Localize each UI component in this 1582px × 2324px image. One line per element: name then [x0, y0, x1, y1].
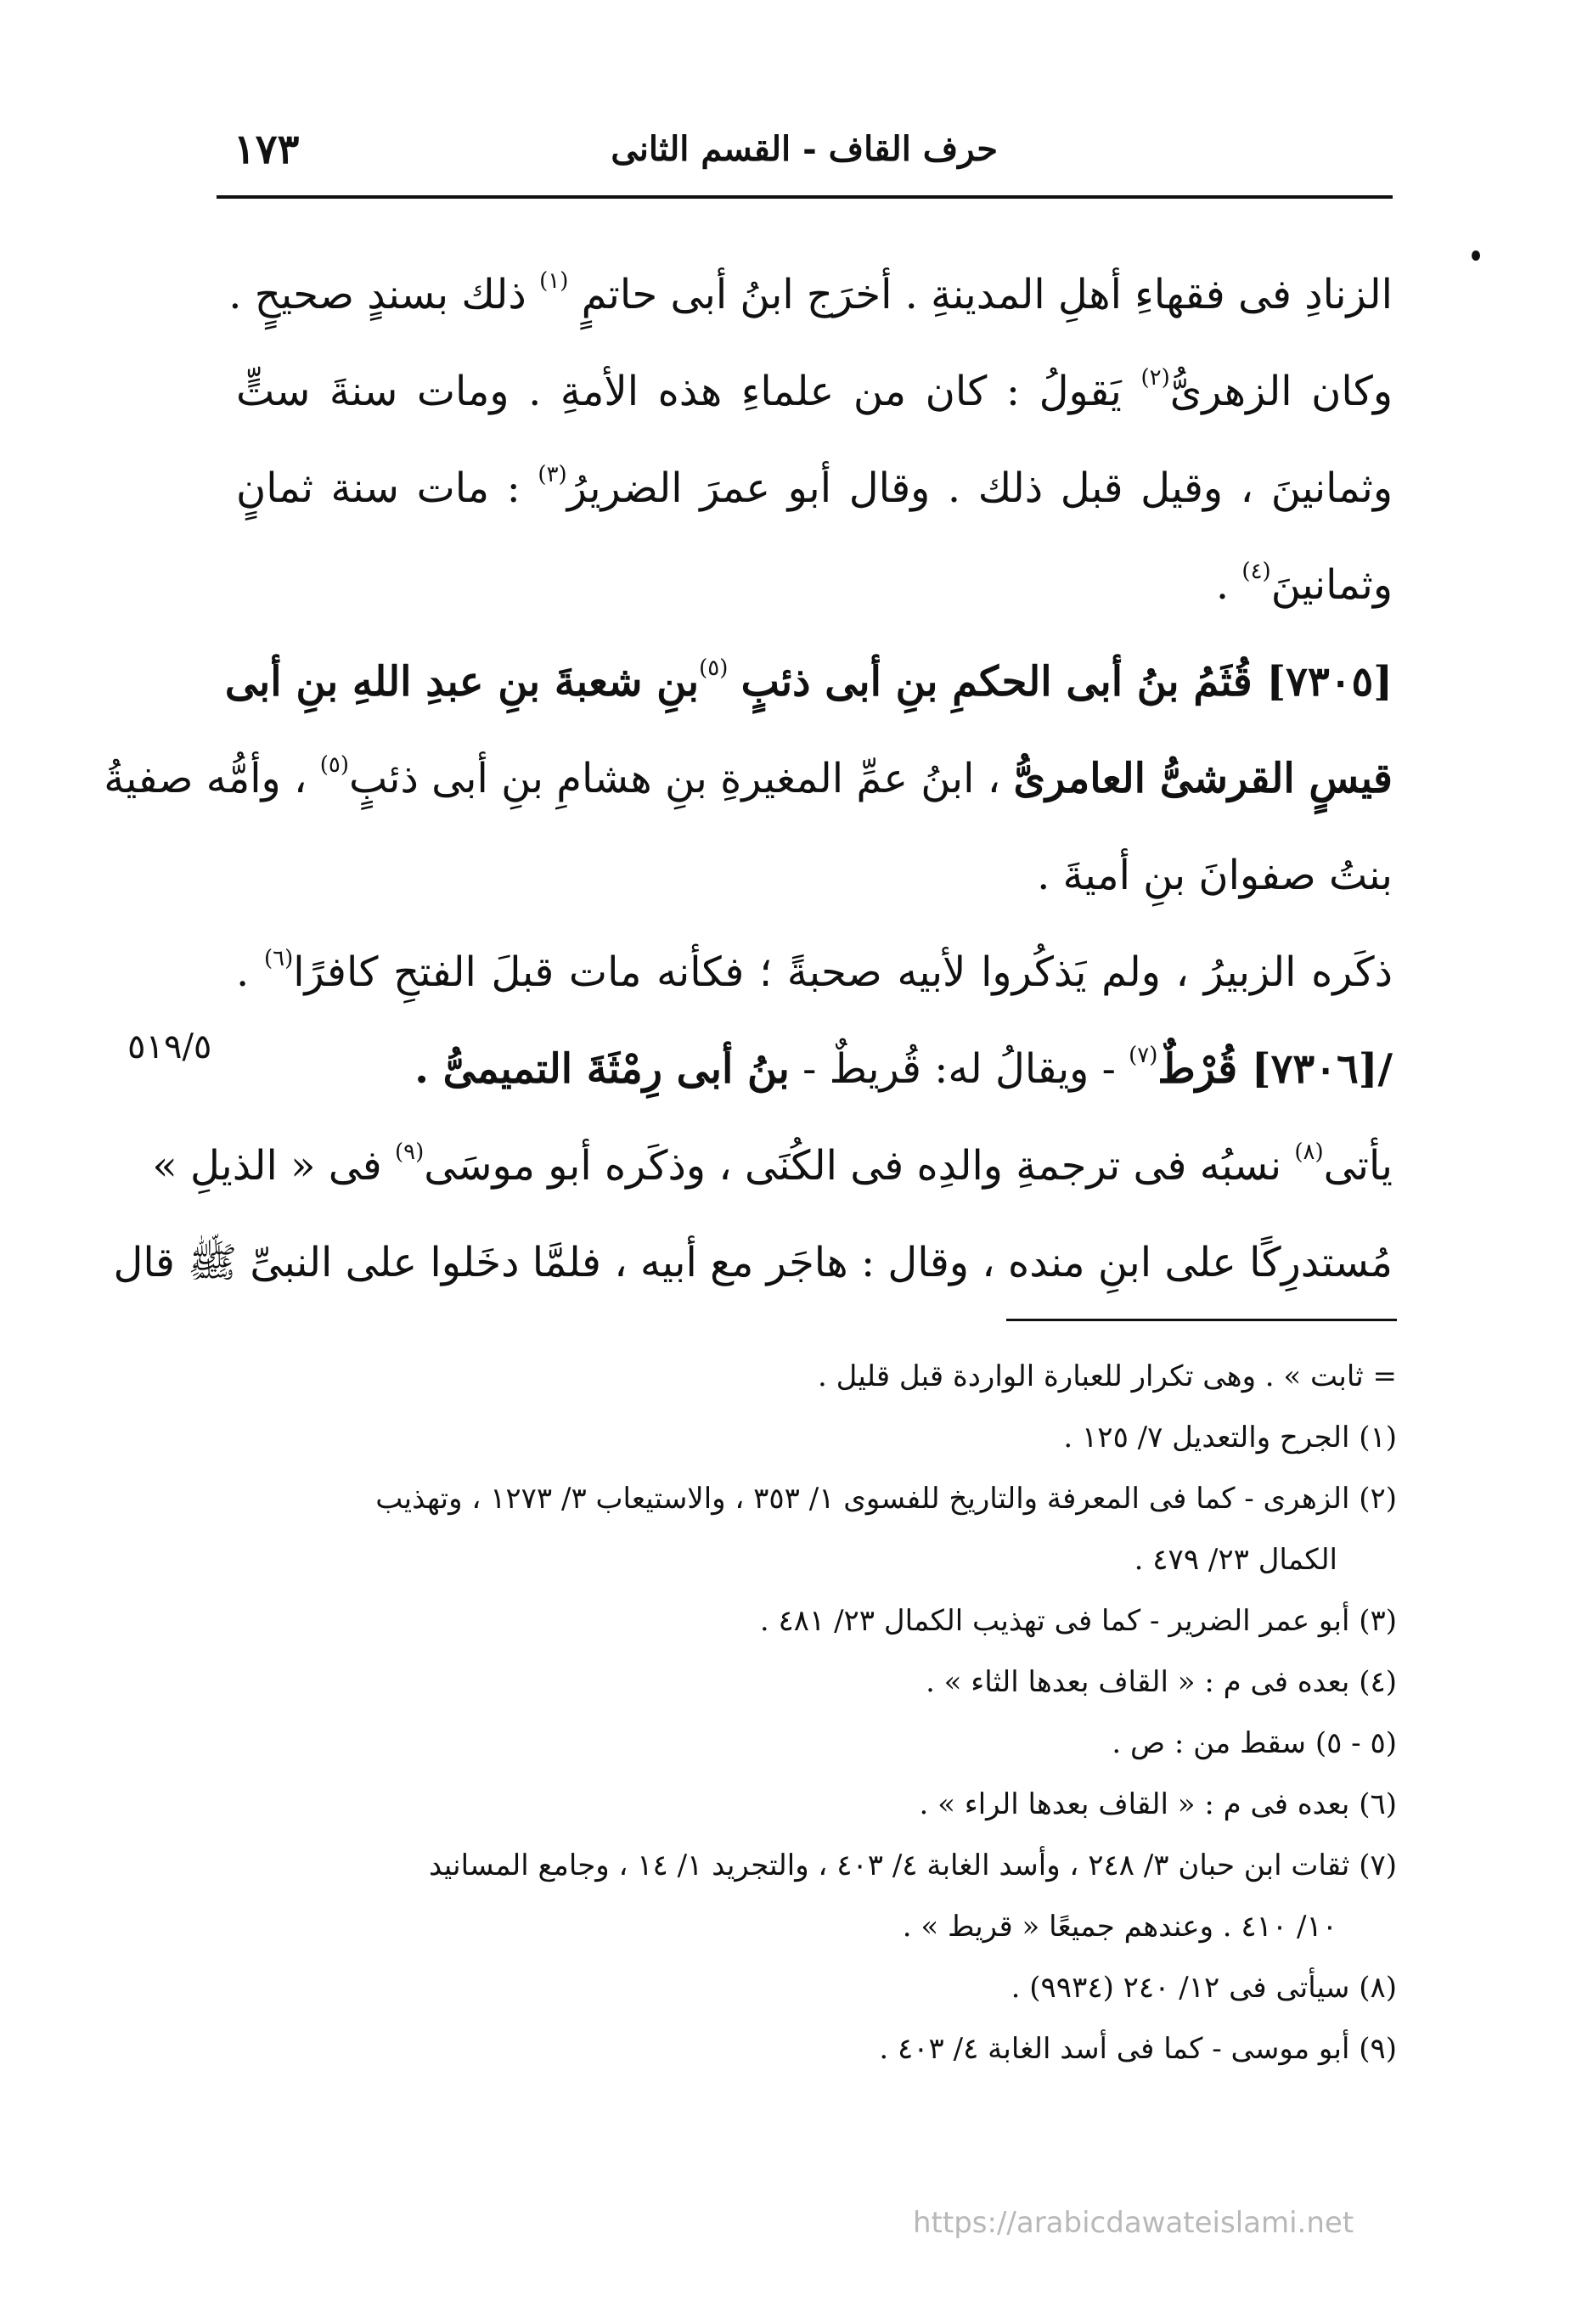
entry-7306-line: /[٧٣٠٦] قُرْطٌ$^{(٧)}$ - ويقالُ له: قُريطٌ - بنُ أبى رِمْثَةَ التميمىُّ .: [414, 1043, 1393, 1093]
entry-7305-line: [224, 633, 1393, 730]
footnote-ref: (٧): [1129, 1043, 1158, 1068]
footnote-2-continued: الكمال ٢٣/ ٤٧٩ .: [1134, 1543, 1337, 1577]
footnote-separator: [1006, 1319, 1397, 1321]
footnote-ref: (٣): [538, 462, 567, 487]
footnote-9: (٩) أبو موسى - كما فى أسد الغابة ٤/ ٤٠٣ .: [879, 2032, 1397, 2066]
entry-heading: [٧٣٠٥] قُثَمُ بنُ أبى الحكمِ بنِ أبى ذئبٍ: [740, 658, 1393, 706]
entry-7305-line: ذكَره الزبيرُ ، ولم يَذكُروا لأبيه صحبةً ؛ فكأنه مات قبلَ الفتحِ كافرًا$^{(٦)}$ .: [236, 946, 1393, 996]
footnote-7: (٧) ثقات ابن حبان ٣/ ٢٤٨ ، وأسد الغابة ٤/ ٤٠٣ ، والتجريد ١/ ١٤ ، وجامع المسانيد: [429, 1849, 1397, 1882]
footnote-1: (١) الجرح والتعديل ٧/ ١٢٥ .: [1063, 1421, 1397, 1455]
entry-heading: قيسٍ القرشىُّ العامرىُّ: [1013, 755, 1393, 802]
entry-7305-line: بنتُ صفوانَ بنِ أميةَ .: [1037, 852, 1393, 899]
footnote-5: (٥ - ٥) سقط من : ص .: [1112, 1726, 1397, 1760]
margin-reference: ٥١٩/٥: [127, 1027, 212, 1066]
footnote-3: (٣) أبو عمر الضرير - كما فى تهذيب الكمال ٢٣/ ٤٨١ .: [759, 1604, 1397, 1638]
footnote-7-continued: ١٠/ ٤١٠ . وعندهم جميعًا « قريط » .: [902, 1910, 1337, 1944]
entry-heading: بنِ شعبةَ بنِ عبدِ اللهِ بنِ أبى: [224, 658, 700, 706]
entry-7306-line: يأتى$^{(٨)}$ نسبُه فى ترجمةِ والدِه فى الكُنَى ، وذكَره أبو موسَى$^{(٩)}$ فى « الذيلِ »: [152, 1139, 1393, 1190]
entry-7305-line: قيسٍ القرشىُّ العامرىُّ ، ابنُ عمِّ المغيرةِ بنِ هشامِ بنِ أبى ذئبٍ$^{(٥)}$ ، وأمُّه صفيةُ: [104, 752, 1393, 802]
footnote-2: (٢) الزهرى - كما فى المعرفة والتاريخ للفسوى ١/ ٣٥٣ ، والاستيعاب ٣/ ١٢٧٣ ، وتهذيب: [375, 1482, 1397, 1516]
footnote-6: (٦) بعده فى م : « القاف بعدها الراء » .: [919, 1787, 1397, 1821]
footnote-ref: (١): [539, 268, 569, 294]
footnote-ref: (٩): [394, 1139, 425, 1165]
footnote-8: (٨) سيأتى فى ١٢/ ٢٤٠ (٩٩٣٤) .: [1011, 1971, 1397, 2005]
footnote-continuation: = ثابت » . وهى تكرار للعبارة الواردة قبل قليل .: [817, 1359, 1397, 1393]
footnote-ref: (٨): [1294, 1139, 1324, 1165]
chapter-title: حرف القاف - القسم الثانى: [611, 129, 998, 169]
footnote-4: (٤) بعده فى م : « القاف بعدها الثاء » .: [926, 1665, 1397, 1699]
page-number: ١٧٣: [234, 126, 300, 173]
entry-heading: بنُ أبى رِمْثَةَ التميمىُّ .: [414, 1045, 790, 1093]
footnote-ref: (٥): [699, 656, 729, 681]
footnotes: [242, 1346, 1397, 2079]
footnote-ref: (٢): [1140, 365, 1170, 391]
text-line: وكان الزهرىُّ$^{(٢)}$ يَقولُ : كان من علماءِ هذه الأمةِ . ومات سنةَ ستٍّ: [236, 365, 1393, 415]
entry-7306-line: مُستدرِكًا على ابنِ منده ، وقال : هاجَر مع أبيه ، فلمَّا دخَلوا على النبىِّ ﷺ قال: [113, 1239, 1393, 1286]
footnote-ref: (٥): [319, 752, 350, 778]
running-header: [217, 126, 1393, 185]
footnote-ref: (٦): [263, 946, 294, 971]
entry-heading: /[٧٣٠٦] قُرْطٌ: [1157, 1045, 1393, 1093]
scan-mark: [1472, 250, 1480, 261]
text-line: الزنادِ فى فقهاءِ أهلِ المدينةِ . أخرَج ابنُ أبى حاتمٍ $^{(١)}$ ذلك بسندٍ صحيحٍ .: [228, 268, 1393, 318]
text-line: وثمانينَ ، وقيل قبل ذلك . وقال أبو عمرَ الضريرُ$^{(٣)}$ : مات سنة ثمانٍ: [236, 462, 1393, 512]
text-line: وثمانينَ$^{(٤)}$ .: [1215, 559, 1393, 609]
watermark-url: https://arabicdawateislami.net: [913, 2206, 1354, 2240]
header-rule: [217, 195, 1393, 199]
footnote-ref: (٤): [1241, 559, 1271, 584]
